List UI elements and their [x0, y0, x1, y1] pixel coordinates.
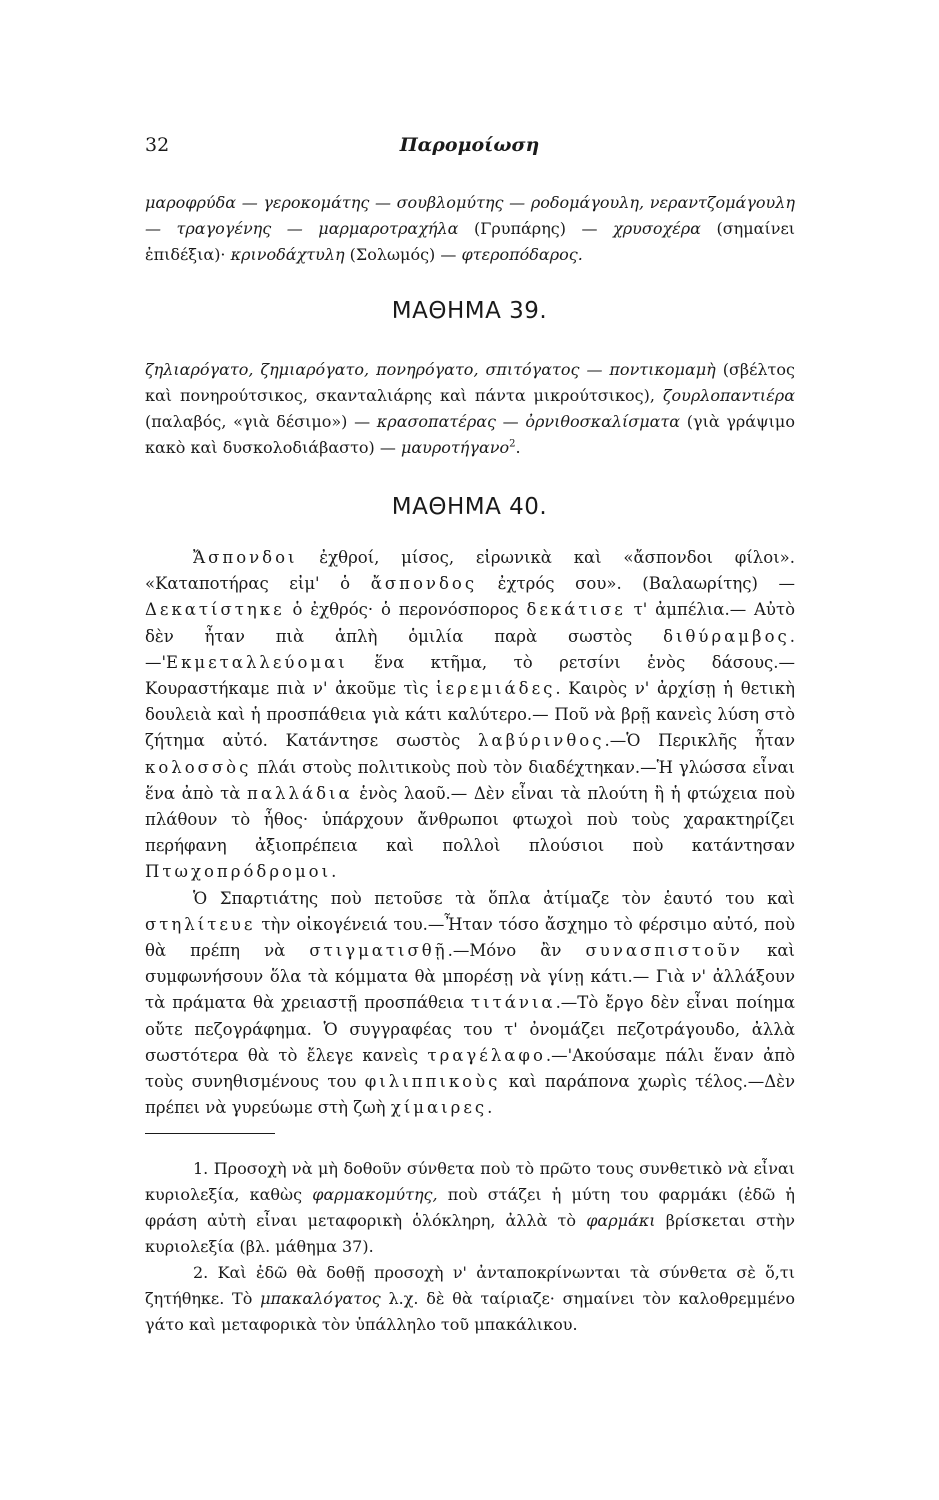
- dash: —: [502, 412, 519, 431]
- term: λαβύρινθος: [477, 731, 605, 751]
- text-run: καὶ συμφωνήσουν ὅλα τὰ κόμματα θὰ μπορέσῃ νὰ γίνῃ κάτι.— Γιὰ ν' ἀλλάξουν τὰ πράματα θὰ χρειαστῇ προσπάθεια: [145, 941, 795, 1013]
- text-run: ὁ ἐχθρός· ὁ περονόσπορος: [292, 600, 519, 620]
- term: στηλίτευε: [145, 914, 256, 934]
- text-run: .—'Ακούσαμε πάλι ἕναν ἀπὸ τοὺς συνηθισμένους του: [145, 1045, 795, 1092]
- word: φαρμακομύτης,: [312, 1185, 438, 1204]
- word: φαρμάκι: [586, 1211, 656, 1230]
- text-run: καὶ παράπονα χωρὶς τέλος.—Δὲν πρέπει νὰ γυρεύωμε στὴ ζωὴ: [145, 1072, 796, 1118]
- lesson-40-paragraph-1: [145, 545, 795, 886]
- text-run: βρίσκεται στὴν κυριολεξία (βλ. μάθημα 37).: [145, 1211, 796, 1256]
- term: τραγέλαφο: [427, 1045, 546, 1065]
- term: συνασπιστοῦν: [585, 941, 743, 961]
- text-run: τὴν οἰκογένειά του.—Ἦταν τόσο ἄσχημο τὸ φέρσιμο αὐτό, ποὺ θὰ πρέπη νὰ: [145, 914, 796, 961]
- word: φτεροπόδαρος.: [461, 245, 583, 264]
- lesson-40-text: [145, 545, 795, 1121]
- text-run: ἐχτρός σου». (Βαλαωρίτης) —: [497, 574, 796, 594]
- text-run: .: [331, 862, 337, 882]
- text-run: τ' ἀμπέλια.— Αὐτὸ δὲν ἦταν πιὰ ἁπλὴ ὁμιλία παρὰ σωστὸς: [145, 600, 796, 646]
- term: δεκάτισε: [526, 600, 626, 620]
- footnote-2: [145, 1260, 795, 1338]
- term: Δεκατίστηκε: [145, 600, 285, 620]
- footnotes: [145, 1156, 795, 1338]
- text-run: πλάι στοὺς πολιτικοὺς ποὺ τὸν διαδέχτηκαν.—Ἡ γλώσσα εἶναι ἕνα ἀπὸ τὰ: [145, 757, 795, 803]
- gloss: (παλαβός, «γιὰ δέσιμο») —: [145, 412, 371, 431]
- text-run: ἐχθροί, μίσος, εἰρωνικὰ καὶ «ἄσπονδοι φίλοι». «Καταποτήρας εἰμ' ὁ: [145, 548, 796, 594]
- word: μπακαλόγατος: [260, 1289, 381, 1308]
- term: παλλάδια: [247, 783, 353, 803]
- text-run: . Καιρὸς ν' ἀρχίσῃ ἡ θετικὴ δουλειὰ καὶ ἡ προσπάθεια γιὰ κάτι καλύτερο.— Ποῦ νὰ βρῇ κανεὶς λύση στὸ ζήτημα αὐτό. Κατάντησε σωστὸς: [145, 679, 795, 751]
- word-list: ζηλιαρόγατο, ζημιαρόγατο, πονηρόγατο, σπιτόγατος — ποντικομαμὴ: [145, 360, 716, 379]
- citation: (Γρυπάρης) —: [473, 219, 598, 238]
- gloss: (σβέλτος καὶ πονηρούτσικος, σκανταλιάρης καὶ πάντα μικρούτσικος),: [145, 360, 795, 405]
- word: ζουρλοπαντιέρα: [662, 386, 795, 405]
- term: φιλιππικοὺς: [364, 1072, 501, 1092]
- gloss: (σημαίνει ἐπιδέξια)·: [145, 219, 795, 264]
- text-run: 2. Καὶ ἐδῶ θὰ δοθῇ προσοχὴ ν' ἀνταποκρίνωνται τὰ σύνθετα σὲ ὅ,τι ζητήθηκε. Τὸ: [145, 1263, 795, 1308]
- text-run: .—': [145, 626, 795, 672]
- term: χίμαιρες: [390, 1098, 488, 1118]
- word: μαυροτήγανο: [400, 438, 510, 457]
- term: τιτάνια: [471, 993, 556, 1013]
- term: ἱερεμιάδες: [436, 679, 556, 699]
- page-number: 32: [145, 134, 170, 156]
- term: στιγματισθῇ: [309, 941, 448, 961]
- citation: (Σολωμός) —: [349, 245, 457, 264]
- text-run: ποὺ στάζει ἡ μύτη του φαρμάκι (ἐδῶ ἡ φράση αὐτὴ εἶναι μεταφορικὴ ὁλόκληρη, ἀλλὰ τὸ: [145, 1185, 795, 1230]
- term: ἄσπονδος: [370, 574, 478, 594]
- text-run: Ὁ Σπαρτιάτης ποὺ πετοῦσε τὰ ὅπλα ἀτίμαζε τὸν ἑαυτό του καὶ: [193, 888, 795, 908]
- running-title: Παρομοίωση: [399, 134, 540, 156]
- text-run: ἑνὸς λαοῦ.— Δὲν εἶναι τὰ πλούτη ἢ ἡ φτώχεια ποὺ πλάθουν τὸ ἦθος· ὑπάρχουν ἄνθρωποι φτωχοὶ ποὺ τοὺς χαρακτηρίζει περήφανη ἀξιοπρέπεια καὶ πολλοὶ πλούσιοι ποὺ κατάντησαν: [145, 783, 795, 856]
- text-run: .: [487, 1098, 493, 1118]
- term: κολοσσὸς: [145, 757, 252, 777]
- word: ὀρνιθοσκαλίσματα: [525, 412, 681, 431]
- text-run: λ.χ. δὲ θὰ ταίριαζε· σημαίνει τὸν καλοθρεμμένο γάτο καὶ μεταφορικὰ τὸν ὑπάλληλο τοῦ μπακάλικου.: [145, 1289, 795, 1334]
- text-run: 1. Προσοχὴ νὰ μὴ δοθοῦν σύνθετα ποὺ τὸ πρῶτο τους συνθετικὸ νὰ εἶναι κυριολεξία, καθὼς: [145, 1159, 795, 1204]
- footnote-divider: [145, 1133, 275, 1134]
- text-run: .—Μόνο ἂν: [447, 941, 562, 961]
- term: Πτωχοπρόδρομοι: [145, 862, 332, 882]
- word-list: μαροφρύδα — γεροκομάτης — σουβλομύτης — ροδομάγουλη, νεραντζομάγουλη — τραγογένης — μαρμαροτραχήλα: [145, 193, 795, 238]
- text-run: ἕνα κτῆμα, τὸ ρετσίνι ἑνὸς δάσους.— Κουραστήκαμε πιὰ ν' ἀκοῦμε τὶς: [145, 652, 795, 699]
- term: Εκμεταλλεύομαι: [166, 652, 348, 672]
- punct: .: [515, 438, 521, 457]
- intro-paragraph: [145, 190, 795, 268]
- word: χρυσοχέρα: [613, 219, 701, 238]
- footnote-1: [145, 1156, 795, 1260]
- lesson-40-paragraph-2: [145, 886, 795, 1122]
- term: διθύραμβος: [663, 626, 790, 646]
- footnote-ref: 2: [509, 438, 516, 450]
- word: κρινοδάχτυλη: [230, 245, 345, 264]
- word: κρασοπατέρας: [376, 412, 496, 431]
- text-run: .—Ὁ Περικλῆς ἦταν: [604, 731, 796, 751]
- lesson-39-heading: ΜΑΘΗΜΑ 39.: [391, 298, 548, 324]
- term: Ἄσπονδοι: [193, 548, 298, 567]
- text-run: .—Τὸ ἔργο δὲν εἶναι ποίημα οὔτε πεζογράφημα. Ὁ συγγραφέας του τ' ὀνομάζει πεζοτράγουδο, ἀλλὰ σωστότερα θὰ τὸ ἔλεγε κανεὶς: [145, 993, 795, 1065]
- lesson-40-heading: ΜΑΘΗΜΑ 40.: [391, 494, 548, 520]
- gloss: (γιὰ γράψιμο κακὸ καὶ δυσκολοδιάβαστο) —: [145, 412, 795, 457]
- lesson-39-text: [145, 357, 795, 461]
